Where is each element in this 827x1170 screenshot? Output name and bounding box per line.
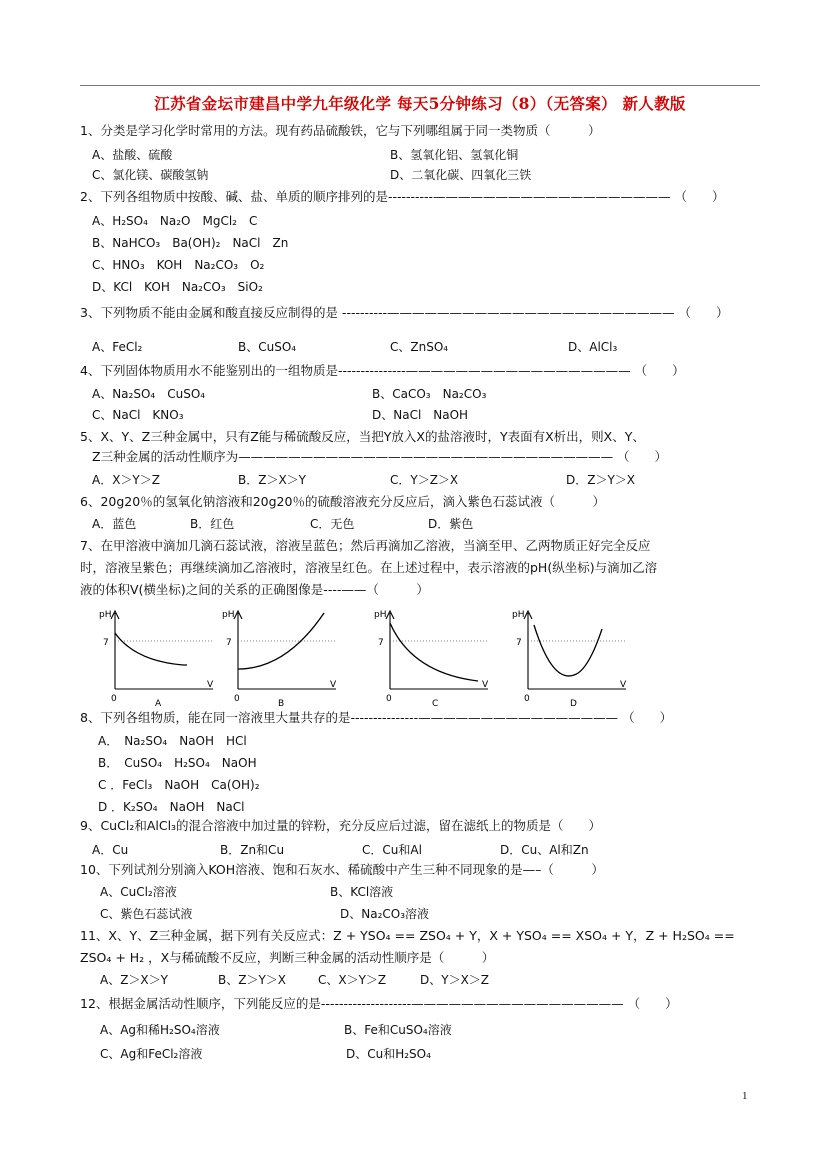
q2-option-a: A、H₂SO₄ Na₂O MgCl₂ C	[92, 214, 258, 228]
q6-option-a: A．蓝色	[92, 517, 137, 531]
q10-option-a: A、CuCl₂溶液	[100, 885, 177, 899]
q2-option-c: C、HNO₃ KOH Na₂CO₃ O₂	[92, 258, 265, 272]
ph-graph-b	[218, 603, 348, 708]
ph-graph-c	[370, 603, 500, 708]
q4-option-a: A、Na₂SO₄ CuSO₄	[92, 387, 206, 401]
q9-option-c: C．Cu和Al	[362, 843, 422, 857]
question-2-stem: 2、下列各组物质中按酸、碱、盐、单质的顺序排列的是----------——————————————————— （ ）	[80, 189, 725, 204]
question-11-stem: 11、X、Y、Z三种金属，据下列有关反应式：Z + YSO₄ == ZSO₄ + Y，X + YSO₄ == XSO₄ + Y，Z + H₂SO₄ ==	[80, 928, 735, 943]
question-9-stem: 9、CuCl₂和AlCl₃的混合溶液中加过量的锌粉，充分反应后过滤，留在滤纸上的物质是（ ）	[80, 818, 602, 833]
question-1-stem: 1、分类是学习化学时常用的方法。现有药品硫酸铁，它与下列哪组属于同一类物质（ ）	[80, 123, 601, 138]
q6-option-d: D．紫色	[428, 517, 474, 531]
origin-label-b: 0	[234, 694, 240, 704]
origin-label-d: 0	[524, 694, 530, 704]
ph-graph-d	[508, 603, 638, 708]
question-4-stem: 4、下列固体物质用水不能鉴别出的一组物质是---------------—————————————————— （ ）	[80, 363, 685, 378]
q5-option-a: A．X＞Y＞Z	[92, 473, 160, 487]
q1-option-c: C、氯化镁、碳酸氢钠	[92, 168, 209, 182]
volume-axis-label-c: V	[482, 680, 489, 690]
question-5-stem: 5、X、Y、Z三种金属中，只有Z能与稀硫酸反应，当把Y放入X的盐溶液时，Y表面有X析出，则X、Y、	[80, 429, 645, 444]
q12-option-d: D、Cu和H₂SO₄	[346, 1047, 431, 1061]
question-8-stem: 8、下列各组物质，能在同一溶液里大量共存的是---------------———————————————— （ ）	[80, 710, 673, 725]
question-7-stem-cont: 时，溶液呈紫色；再继续滴加乙溶液时，溶液呈红色。在上述过程中，表示溶液的pH(纵坐标)与滴加乙溶	[80, 560, 658, 575]
ph-axis-label-a: pH	[99, 610, 112, 620]
document-title: 江苏省金坛市建昌中学九年级化学 每天5分钟练习（8）（无答案） 新人教版	[154, 94, 686, 113]
q8-option-b: B． CuSO₄ H₂SO₄ NaOH	[98, 756, 257, 770]
q4-option-c: C、NaCl KNO₃	[92, 408, 184, 422]
q1-option-b: B、氢氧化铝、氢氧化铜	[390, 148, 519, 162]
question-7-stem: 7、在甲溶液中滴加几滴石蕊试液，溶液呈蓝色；然后再滴加乙溶液，当滴至甲、乙两物质正好完全反应	[80, 538, 651, 553]
q3-option-d: D、AlCl₃	[568, 340, 618, 354]
volume-axis-label-b: V	[330, 680, 337, 690]
q8-option-d: D ．K₂SO₄ NaOH NaCl	[98, 800, 245, 814]
q3-option-c: C、ZnSO₄	[390, 340, 449, 354]
question-12-stem: 12、根据金属活动性顺序，下列能反应的是--------------------————————————————— （ ）	[80, 996, 678, 1011]
ph-graph-a	[95, 603, 225, 708]
q5-option-d: D．Z＞Y＞X	[566, 473, 636, 487]
ph-axis-label-d: pH	[512, 610, 525, 620]
q10-option-c: C、紫色石蕊试液	[100, 907, 193, 921]
origin-label-a: 0	[111, 694, 117, 704]
q9-option-d: D．Cu、Al和Zn	[500, 843, 589, 857]
page-number: 1	[742, 1090, 748, 1102]
q5-option-b: B．Z＞X＞Y	[238, 473, 307, 487]
graph-label-b: B	[278, 699, 285, 708]
q5-option-c: C．Y＞Z＞X	[390, 473, 459, 487]
origin-label-c: 0	[386, 694, 392, 704]
q8-option-a: A． Na₂SO₄ NaOH HCl	[98, 734, 247, 748]
q3-option-b: B、CuSO₄	[238, 340, 297, 354]
q12-option-b: B、Fe和CuSO₄溶液	[344, 1023, 452, 1037]
q6-option-b: B．红色	[190, 517, 235, 531]
ph-axis-label-c: pH	[374, 610, 387, 620]
level-7-label-b: 7	[226, 638, 232, 648]
graph-label-c: C	[432, 699, 439, 708]
volume-axis-label-d: V	[620, 680, 627, 690]
q11-option-b: B、Z＞Y＞X	[218, 973, 287, 987]
q10-option-b: B、KCl溶液	[330, 885, 394, 899]
level-7-label-d: 7	[516, 638, 522, 648]
q1-option-a: A、盐酸、硫酸	[92, 148, 173, 162]
q11-option-c: C、X＞Y＞Z	[318, 973, 387, 987]
graph-label-a: A	[155, 699, 162, 708]
level-7-label-a: 7	[103, 638, 109, 648]
question-7-stem-cont2: 液的体积V(横坐标)之间的关系的正确图像是----——（ ）	[80, 582, 429, 597]
graph-label-d: D	[570, 699, 577, 708]
q12-option-c: C、Ag和FeCl₂溶液	[100, 1047, 203, 1061]
question-11-stem-cont: ZSO₄ + H₂ ，X与稀硫酸不反应，判断三种金属的活动性顺序是（ ）	[80, 950, 495, 965]
q4-option-d: D、NaCl NaOH	[372, 408, 469, 422]
q2-option-b: B、NaHCO₃ Ba(OH)₂ NaCl Zn	[92, 236, 289, 250]
q8-option-c: C ．FeCl₃ NaOH Ca(OH)₂	[98, 778, 260, 792]
q10-option-d: D、Na₂CO₃溶液	[340, 907, 430, 921]
q9-option-b: B．Zn和Cu	[220, 843, 285, 857]
q9-option-a: A．Cu	[92, 843, 129, 857]
q11-option-a: A、Z＞X＞Y	[100, 973, 168, 987]
question-10-stem: 10、下列试剂分别滴入KOH溶液、饱和石灰水、稀硫酸中产生三种不同现象的是—–（ ）	[80, 862, 604, 877]
level-7-label-c: 7	[378, 638, 384, 648]
header-rule	[80, 85, 760, 86]
question-3-stem: 3、下列物质不能由金属和酸直接反应制得的是 ----------——————————————————————— （ ）	[80, 305, 729, 320]
question-6-stem: 6、20g20％的氢氧化钠溶液和20g20％的硫酸溶液充分反应后，滴入紫色石蕊试液（ ）	[80, 494, 605, 509]
ph-axis-label-b: pH	[222, 610, 235, 620]
q1-option-d: D、二氧化碳、四氧化三铁	[390, 168, 532, 182]
q2-option-d: D、KCl KOH Na₂CO₃ SiO₂	[92, 280, 263, 294]
q4-option-b: B、CaCO₃ Na₂CO₃	[372, 387, 487, 401]
question-5-stem-cont: Z三种金属的活动性顺序为—————————————————————————————— （ ）	[92, 449, 668, 464]
volume-axis-label-a: V	[207, 680, 214, 690]
q11-option-d: D、Y＞X＞Z	[420, 973, 490, 987]
q6-option-c: C．无色	[310, 517, 355, 531]
q3-option-a: A、FeCl₂	[92, 340, 143, 354]
q12-option-a: A、Ag和稀H₂SO₄溶液	[100, 1023, 220, 1037]
